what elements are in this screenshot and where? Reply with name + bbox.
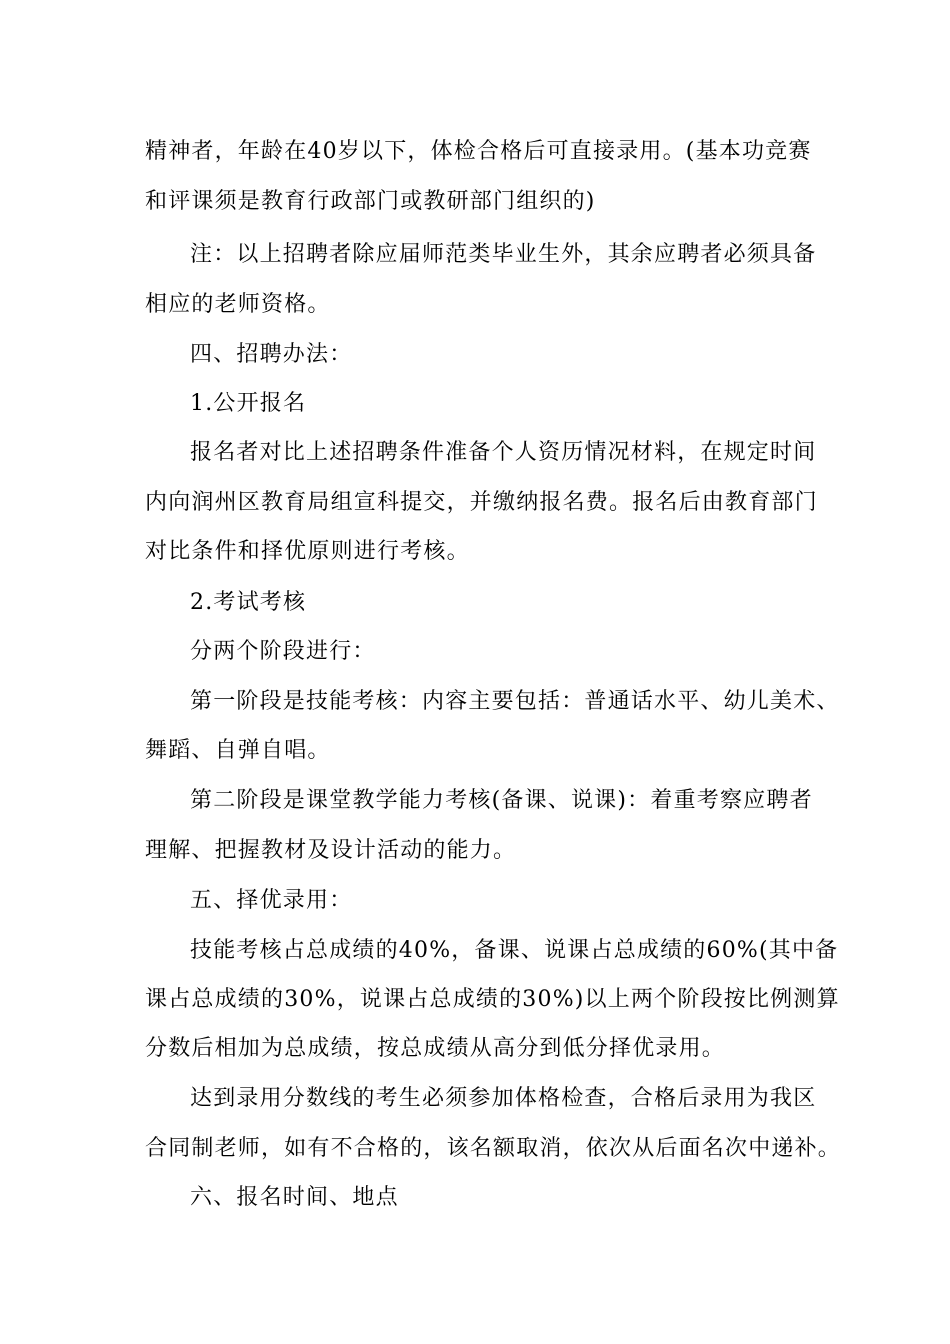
- text-line: 对比条件和择优原则进行考核。: [145, 539, 470, 564]
- text-line: 达到录用分数线的考生必须参加体格检查，合格后录用为我区: [190, 1086, 817, 1111]
- text-line: 内向润州区教育局组宣科提交，并缴纳报名费。报名后由教育部门: [145, 490, 818, 515]
- text-line: 第二阶段是课堂教学能力考核(备课、说课)：着重考察应聘者: [190, 788, 813, 813]
- section-heading: 四、招聘办法：: [190, 342, 353, 367]
- subsection-heading: 2.考试考核: [190, 590, 307, 615]
- text-line: 和评课须是教育行政部门或教研部门组织的): [145, 189, 596, 214]
- section-heading: 五、择优录用：: [190, 888, 353, 913]
- text-line: 技能考核占总成绩的40%，备课、说课占总成绩的60%(其中备: [190, 938, 839, 963]
- text-line: 第一阶段是技能考核：内容主要包括：普通话水平、幼儿美术、: [190, 689, 840, 714]
- subsection-heading: 1.公开报名: [190, 391, 307, 416]
- text-line: 合同制老师，如有不合格的，该名额取消，依次从后面名次中递补。: [145, 1136, 842, 1161]
- text-line: 分两个阶段进行：: [190, 639, 376, 664]
- text-line: 报名者对比上述招聘条件准备个人资历情况材料，在规定时间: [190, 440, 817, 465]
- text-line: 理解、把握教材及设计活动的能力。: [145, 838, 517, 863]
- text-line: 课占总成绩的30%，说课占总成绩的30%)以上两个阶段按比例测算: [145, 987, 840, 1012]
- section-heading: 六、报名时间、地点: [190, 1185, 399, 1210]
- text-line: 精神者，年龄在40岁以下，体检合格后可直接录用。(基本功竞赛: [145, 139, 812, 164]
- text-line: 分数后相加为总成绩，按总成绩从高分到低分择优录用。: [145, 1036, 726, 1061]
- text-line: 舞蹈、自弹自唱。: [145, 738, 331, 763]
- text-line: 注：以上招聘者除应届师范类毕业生外，其余应聘者必须具备: [190, 242, 817, 267]
- text-line: 相应的老师资格。: [145, 292, 331, 317]
